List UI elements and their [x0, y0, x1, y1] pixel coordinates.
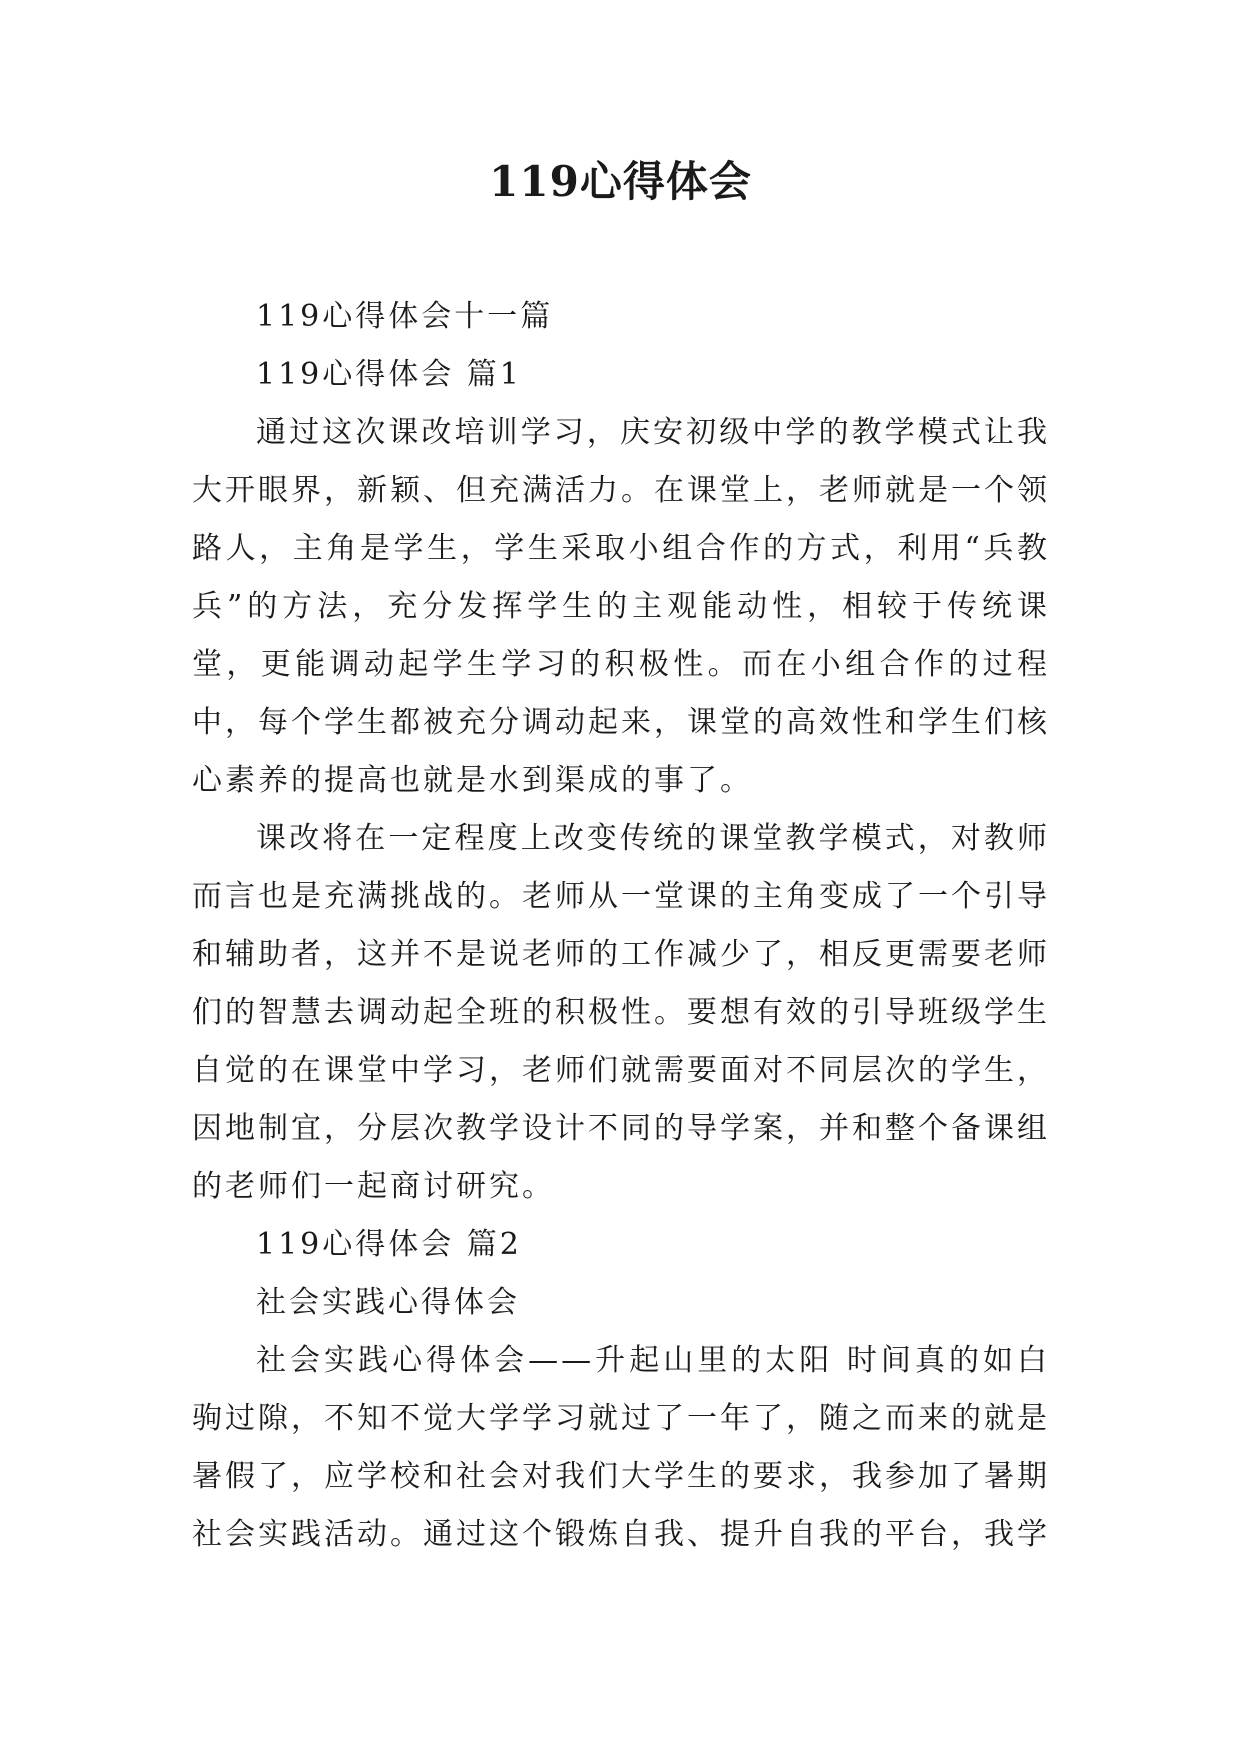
- subheading: 社会实践心得体会: [256, 1285, 520, 1320]
- paragraph: 课改将在一定程度上改变传统的课堂教学模式，对教师而言也是充满挑战的。老师从一堂课的主角变成了一个引导和辅助者，这并不是说老师的工作减少了，相反更需要老师们的智慧去调动起全班的积极性。要想有效的引导班级学生自觉的在课堂中学习，老师们就需要面对不同层次的学生，因地制宜，分层次教学设计不同的导学案，并和整个备课组的老师们一起商讨研究。: [192, 821, 1050, 1204]
- paragraph: 社会实践心得体会——升起山里的太阳 时间真的如白驹过隙，不知不觉大学学习就过了一年了，随之而来的就是暑假了，应学校和社会对我们大学生的要求，我参加了暑期社会实践活动。通过这个锻炼自我、提升自我的平台，我学: [192, 1343, 1050, 1552]
- paragraph-collection-heading: 119心得体会十一篇: [256, 299, 554, 334]
- section-heading-2: 119心得体会 篇2: [256, 1227, 522, 1262]
- document-title: 119心得体会: [489, 157, 752, 206]
- section-heading-1: 119心得体会 篇1: [256, 357, 522, 392]
- document-body: [192, 288, 1050, 1564]
- paragraph: 通过这次课改培训学习，庆安初级中学的教学模式让我大开眼界，新颖、但充满活力。在课堂上，老师就是一个领路人，主角是学生，学生采取小组合作的方式，利用“兵教兵”的方法，充分发挥学生的主观能动性，相较于传统课堂，更能调动起学生学习的积极性。而在小组合作的过程中，每个学生都被充分调动起来，课堂的高效性和学生们核心素养的提高也就是水到渠成的事了。: [192, 415, 1050, 798]
